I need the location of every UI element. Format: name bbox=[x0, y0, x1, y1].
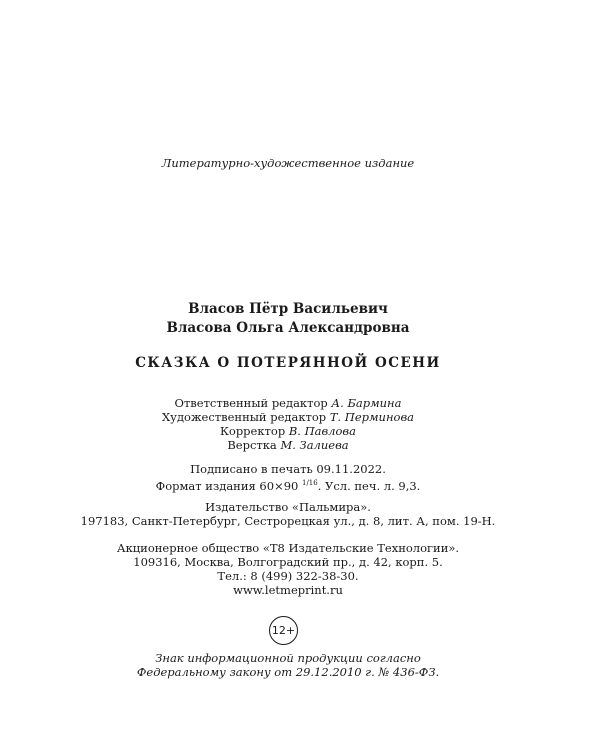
printer-address: 109316, Москва, Волгоградский пр., д. 42, корп. 5. bbox=[133, 555, 443, 569]
printer-phone: Тел.: 8 (499) 322-38-30. bbox=[217, 569, 359, 583]
info-sign-line: Знак информационной продукции согласно bbox=[155, 651, 421, 665]
print-format: Формат издания 60×90 $^{1/16}$. Усл. печ. л. 9,3. bbox=[155, 478, 421, 493]
credit-line: Корректор В. Павлова bbox=[220, 424, 356, 438]
print-signed: Подписано в печать 09.11.2022. bbox=[190, 462, 386, 476]
info-sign-line: Федеральному закону от 29.12.2010 г. № 436-ФЗ. bbox=[136, 665, 440, 679]
book-title: СКАЗКА О ПОТЕРЯННОЙ ОСЕНИ bbox=[135, 355, 441, 371]
age-rating-badge: 12+ bbox=[269, 616, 298, 645]
publisher-address: 197183, Санкт-Петербург, Сестрорецкая ул., д. 8, лит. А, пом. 19-Н. bbox=[80, 514, 496, 528]
printer-website: www.letmeprint.ru bbox=[233, 583, 343, 597]
publisher-name: Издательство «Пальмира». bbox=[205, 500, 371, 514]
credit-line: Верстка М. Залиева bbox=[227, 438, 349, 452]
author-2: Власова Ольга Александровна bbox=[166, 320, 410, 336]
author-1: Власов Пётр Васильевич bbox=[188, 301, 388, 317]
printer-name: Акционерное общество «Т8 Издательские Технологии». bbox=[116, 541, 460, 555]
edition-type: Литературно-художественное издание bbox=[161, 156, 415, 170]
credit-line: Ответственный редактор А. Бармина bbox=[174, 396, 402, 410]
credit-line: Художественный редактор Т. Перминова bbox=[162, 410, 414, 424]
